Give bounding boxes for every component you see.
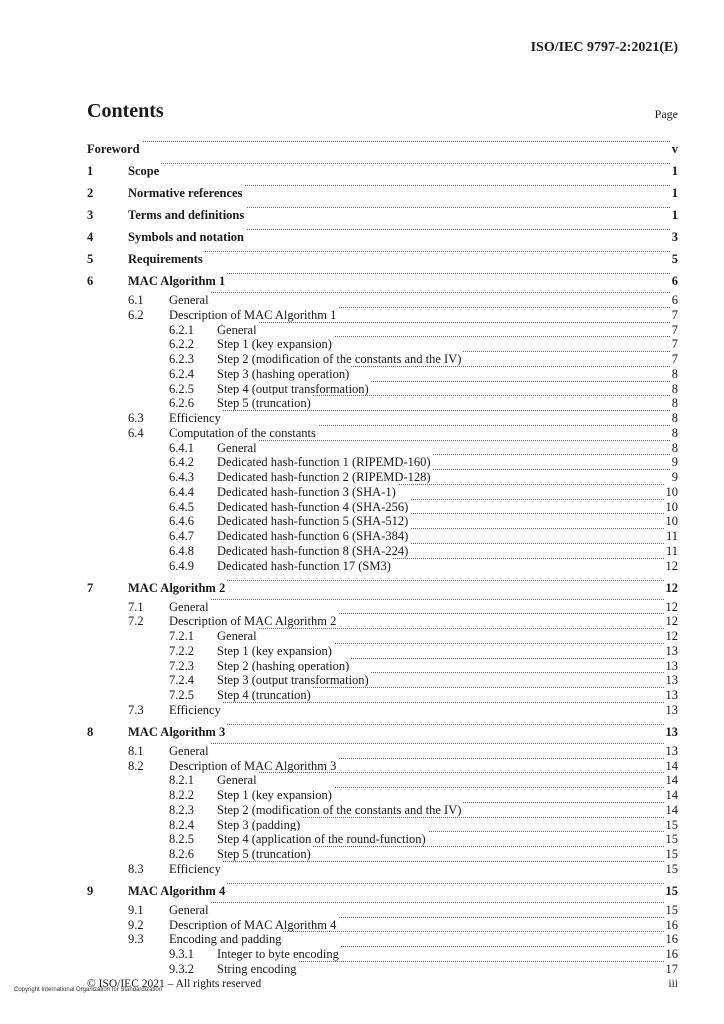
toc-entry-title: Efficiency xyxy=(169,861,221,876)
toc-leader-dots xyxy=(169,861,672,862)
toc-entry-number: 7.2.5 xyxy=(169,688,194,702)
toc-entry-page: 10 xyxy=(665,514,678,529)
toc-entry-page: 12 xyxy=(665,614,678,629)
toc-entry-page: 15 xyxy=(665,883,678,898)
toc-entry-number: 6.3 xyxy=(128,411,144,425)
toc-entry-title: Step 3 (hashing operation) xyxy=(217,366,350,381)
toc-entry-title: Integer to byte encoding xyxy=(217,947,339,961)
toc-entry-page: 1 xyxy=(671,186,678,200)
toc-entry-title: Step 4 (application of the round-function) xyxy=(217,832,426,847)
toc-entry-page: 8 xyxy=(671,440,678,455)
toc-entry[interactable] xyxy=(0,902,724,918)
toc-entry-title: Foreword xyxy=(87,142,140,156)
toc-entry-page: 8 xyxy=(671,411,678,425)
toc-entry-title: Step 4 (output transformation) xyxy=(217,381,369,396)
toc-entry-title: Scope xyxy=(128,164,160,178)
toc-entry-number: 6.1 xyxy=(128,293,144,307)
toc-entry[interactable] xyxy=(0,499,724,515)
toc-entry[interactable] xyxy=(0,410,724,426)
toc-entry-number: 8.1 xyxy=(128,743,144,758)
toc-entry-title: Step 1 (key expansion) xyxy=(217,643,332,658)
toc-entry-number: 6.4.3 xyxy=(169,470,194,484)
toc-entry-page: 14 xyxy=(665,773,678,788)
toc-entry-number: 8.2.2 xyxy=(169,788,194,802)
toc-entry[interactable] xyxy=(0,322,724,338)
toc-entry-number: 7 xyxy=(87,580,94,595)
toc-entry-number: 6.4.8 xyxy=(169,543,194,558)
toc-leader-dots xyxy=(169,702,672,703)
licence-watermark-text: Copyright International Organization for Standardization xyxy=(14,987,163,993)
toc-entry[interactable] xyxy=(0,484,724,500)
toc-entry-number: 9.3 xyxy=(128,932,144,947)
toc-entry-title: Dedicated hash-function 6 (SHA-384) xyxy=(217,529,409,543)
toc-entry-number: 6.4.1 xyxy=(169,440,194,455)
toc-entry-title: Step 1 (key expansion) xyxy=(217,337,332,352)
toc-entry-number: 6.2.4 xyxy=(169,366,194,381)
toc-entry-page: 15 xyxy=(665,832,678,847)
toc-entry-title: Efficiency xyxy=(169,702,221,717)
toc-leader-dots xyxy=(217,628,672,629)
toc-entry-page: 13 xyxy=(665,724,678,739)
toc-leader-dots xyxy=(169,902,672,903)
toc-entry-title: General xyxy=(169,599,209,614)
toc-leader-dots xyxy=(217,322,672,323)
toc-leader-dots xyxy=(87,141,672,142)
toc-entry-title: MAC Algorithm 4 xyxy=(128,883,226,898)
toc-entry[interactable] xyxy=(0,336,724,352)
toc-entry-title: Step 2 (modification of the constants and the IV) xyxy=(217,352,462,366)
toc-entry-number: 3 xyxy=(87,208,94,222)
toc-entry[interactable] xyxy=(0,543,724,559)
toc-entry[interactable] xyxy=(0,961,724,977)
toc-entry-page: 14 xyxy=(665,802,678,817)
toc-entry[interactable] xyxy=(0,440,724,456)
toc-entry-title: Description of MAC Algorithm 1 xyxy=(169,307,337,322)
toc-entry-number: 7.2.4 xyxy=(169,673,194,688)
toc-entry[interactable] xyxy=(0,366,724,382)
toc-entry-title: Requirements xyxy=(128,252,203,266)
toc-entry-page: 9 xyxy=(671,455,678,470)
toc-entry-title: Step 5 (truncation) xyxy=(217,396,311,411)
toc-entry[interactable] xyxy=(0,351,724,367)
toc-entry[interactable] xyxy=(0,528,724,544)
toc-entry-page: 1 xyxy=(671,164,678,178)
footer-page-number: iii xyxy=(668,978,678,990)
toc-entry[interactable] xyxy=(0,381,724,397)
toc-entry-title: Normative references xyxy=(128,186,243,200)
toc-entry-title: Computation of the constants xyxy=(169,425,316,440)
toc-entry-page: 9 xyxy=(671,470,678,484)
toc-entry-title: String encoding xyxy=(217,961,297,976)
toc-entry-page: 10 xyxy=(665,484,678,499)
toc-entry[interactable] xyxy=(0,229,724,245)
toc-entry-title: Description of MAC Algorithm 4 xyxy=(169,917,337,932)
toc-entry-title: Dedicated hash-function 1 (RIPEMD-160) xyxy=(217,455,431,470)
toc-entry[interactable] xyxy=(0,599,724,615)
toc-entry-page: 12 xyxy=(665,599,678,614)
toc-entry-number: 6.2.3 xyxy=(169,352,194,366)
toc-entry[interactable] xyxy=(0,743,724,759)
toc-entry-page: 13 xyxy=(665,702,678,717)
document-id: ISO/IEC 9797-2:2021(E) xyxy=(530,40,678,55)
toc-entry-title: Step 1 (key expansion) xyxy=(217,788,332,802)
toc-leader-dots xyxy=(217,440,672,441)
toc-entry-title: General xyxy=(169,743,209,758)
toc-entry-number: 8 xyxy=(87,724,94,739)
toc-entry-page: 16 xyxy=(665,947,678,961)
toc-entry-page: 11 xyxy=(665,543,678,558)
toc-entry-title: Description of MAC Algorithm 3 xyxy=(169,758,337,773)
toc-entry[interactable] xyxy=(0,628,724,644)
toc-entry-title: Dedicated hash-function 4 (SHA-256) xyxy=(217,499,409,514)
footer-copyright: © ISO/IEC 2021 – All rights reserved xyxy=(87,978,262,990)
toc-entry-page: 11 xyxy=(665,529,678,543)
toc-entry-page: 15 xyxy=(665,847,678,861)
toc-entry-title: Encoding and padding xyxy=(169,932,282,947)
toc-entry[interactable] xyxy=(0,185,724,201)
toc-leader-dots xyxy=(169,410,672,411)
toc-entry[interactable] xyxy=(0,207,724,223)
toc-entry[interactable] xyxy=(0,672,724,688)
toc-entry[interactable] xyxy=(0,643,724,659)
toc-entry-page: 13 xyxy=(665,743,678,758)
toc-entry-title: Symbols and notation xyxy=(128,230,245,244)
toc-entry-page: 8 xyxy=(671,381,678,396)
toc-leader-dots xyxy=(128,163,672,164)
toc-entry-page: 17 xyxy=(665,961,678,976)
toc-entry[interactable] xyxy=(0,141,724,157)
toc-entry-page: 7 xyxy=(671,322,678,337)
toc-entry-title: General xyxy=(169,902,209,917)
toc-entry-number: 8.2 xyxy=(128,758,144,773)
toc-entry[interactable] xyxy=(0,931,724,947)
toc-entry[interactable] xyxy=(0,469,724,485)
toc-entry[interactable] xyxy=(0,658,724,674)
toc-entry-number: 9.2 xyxy=(128,917,144,932)
toc-entry-title: Step 4 (truncation) xyxy=(217,688,311,702)
toc-entry[interactable] xyxy=(0,861,724,877)
toc-entry-page: 8 xyxy=(671,425,678,440)
toc-entry-number: 6.4.2 xyxy=(169,455,194,470)
toc-entry-number: 6.4.5 xyxy=(169,499,194,514)
toc-entry-title: Step 3 (output transformation) xyxy=(217,673,369,688)
toc-entry-number: 7.2.3 xyxy=(169,658,194,673)
toc-entry-page: 12 xyxy=(665,558,678,573)
toc-entry-number: 8.2.3 xyxy=(169,802,194,817)
toc-entry-page: 7 xyxy=(671,337,678,352)
toc-entry-number: 5 xyxy=(87,252,94,266)
toc-entry-page: 15 xyxy=(665,861,678,876)
toc-entry-number: 7.2 xyxy=(128,614,144,629)
toc-entry-page: 16 xyxy=(665,932,678,947)
toc-entry-page: 6 xyxy=(671,293,678,307)
toc-entry-title: General xyxy=(169,293,209,307)
toc-entry-title: Step 2 (modification of the constants and the IV) xyxy=(217,802,462,817)
toc-entry-page: 10 xyxy=(665,499,678,514)
toc-entry[interactable] xyxy=(0,580,724,596)
toc-entry[interactable] xyxy=(0,292,724,308)
toc-entry-number: 9.3.2 xyxy=(169,961,194,976)
toc-entry-page: 6 xyxy=(671,274,678,288)
toc-entry[interactable] xyxy=(0,917,724,933)
toc-entry-number: 4 xyxy=(87,230,94,244)
toc-entry-number: 6.2.6 xyxy=(169,396,194,411)
toc-entry-page: 8 xyxy=(671,366,678,381)
toc-entry-number: 8.3 xyxy=(128,861,144,876)
toc-entry[interactable] xyxy=(0,946,724,962)
toc-entry-number: 9.3.1 xyxy=(169,947,194,961)
toc-entry-number: 8.2.6 xyxy=(169,847,194,861)
toc-entry-page: 14 xyxy=(665,788,678,802)
toc-leader-dots xyxy=(217,772,672,773)
toc-entry-number: 6.2.1 xyxy=(169,322,194,337)
page-column-label: Page xyxy=(654,107,678,121)
toc-entry[interactable] xyxy=(0,513,724,529)
toc-entry-number: 6.4.7 xyxy=(169,529,194,543)
toc-entry-number: 6 xyxy=(87,274,94,288)
toc-entry-page: 12 xyxy=(665,629,678,643)
toc-entry[interactable] xyxy=(0,307,724,323)
toc-entry-page: 8 xyxy=(671,396,678,411)
toc-leader-dots xyxy=(128,251,672,252)
toc-entry-number: 7.1 xyxy=(128,599,144,614)
toc-leader-dots xyxy=(169,599,672,600)
toc-entry-title: Description of MAC Algorithm 2 xyxy=(169,614,337,629)
toc-entry[interactable] xyxy=(0,802,724,818)
toc-entry[interactable] xyxy=(0,454,724,470)
toc-entry-title: Dedicated hash-function 17 (SM3) xyxy=(217,558,391,573)
toc-entry[interactable] xyxy=(0,787,724,803)
toc-entry-number: 1 xyxy=(87,164,94,178)
toc-entry-page: 12 xyxy=(665,580,678,595)
toc-entry[interactable] xyxy=(0,273,724,289)
toc-entry-page: 7 xyxy=(671,352,678,366)
toc-entry-number: 6.2.2 xyxy=(169,337,194,352)
toc-entry-page: 5 xyxy=(671,252,678,266)
toc-entry-title: Terms and definitions xyxy=(128,208,245,222)
toc-entry[interactable] xyxy=(0,702,724,718)
toc-entry-title: Step 2 (hashing operation) xyxy=(217,658,350,673)
toc-entry[interactable] xyxy=(0,758,724,774)
toc-entry-title: General xyxy=(217,440,257,455)
toc-entry-number: 2 xyxy=(87,186,94,200)
toc-entry[interactable] xyxy=(0,772,724,788)
toc-entry[interactable] xyxy=(0,558,724,574)
toc-entry-title: Dedicated hash-function 3 (SHA-1) xyxy=(217,484,396,499)
toc-entry[interactable] xyxy=(0,613,724,629)
toc-entry-title: General xyxy=(217,773,257,788)
toc-entry-page: 1 xyxy=(671,208,678,222)
toc-entry-number: 9 xyxy=(87,883,94,898)
toc-entry-page: 16 xyxy=(665,917,678,932)
toc-leader-dots xyxy=(169,743,672,744)
toc-entry-page: 13 xyxy=(665,658,678,673)
toc-entry-page: 13 xyxy=(665,643,678,658)
toc-entry-title: Step 5 (truncation) xyxy=(217,847,311,861)
toc-entry-title: Step 3 (padding) xyxy=(217,817,301,832)
toc-entry-page: v xyxy=(671,142,678,156)
toc-entry-number: 7.3 xyxy=(128,702,144,717)
toc-entry-title: General xyxy=(217,629,257,643)
toc-entry-number: 6.4.4 xyxy=(169,484,194,499)
toc-entry-number: 7.2.2 xyxy=(169,643,194,658)
toc-entry[interactable] xyxy=(0,163,724,179)
toc-entry-number: 6.4 xyxy=(128,425,144,440)
toc-entry-number: 6.4.6 xyxy=(169,514,194,529)
toc-entry-title: General xyxy=(217,322,257,337)
toc-entry-number: 6.2 xyxy=(128,307,144,322)
toc-entry[interactable] xyxy=(0,846,724,862)
toc-entry-number: 6.2.5 xyxy=(169,381,194,396)
toc-entry-title: MAC Algorithm 3 xyxy=(128,724,226,739)
contents-title: Contents xyxy=(87,100,164,122)
toc-entry-title: Dedicated hash-function 5 (SHA-512) xyxy=(217,514,409,529)
toc-leader-dots xyxy=(169,292,672,293)
toc-entry-title: Dedicated hash-function 8 (SHA-224) xyxy=(217,543,409,558)
toc-entry-number: 8.2.5 xyxy=(169,832,194,847)
toc-entry[interactable] xyxy=(0,724,724,740)
toc-entry[interactable] xyxy=(0,395,724,411)
toc-entry[interactable] xyxy=(0,817,724,833)
toc-entry[interactable] xyxy=(0,425,724,441)
toc-entry-page: 14 xyxy=(665,758,678,773)
toc-entry[interactable] xyxy=(0,831,724,847)
toc-entry-title: Dedicated hash-function 2 (RIPEMD-128) xyxy=(217,470,431,484)
toc-entry-title: MAC Algorithm 2 xyxy=(128,580,226,595)
toc-entry-page: 13 xyxy=(665,688,678,702)
toc-entry-page: 7 xyxy=(671,307,678,322)
toc-entry-number: 7.2.1 xyxy=(169,629,194,643)
toc-entry-number: 8.2.4 xyxy=(169,817,194,832)
toc-entry-page: 15 xyxy=(665,902,678,917)
toc-entry[interactable] xyxy=(0,251,724,267)
toc-entry-title: Efficiency xyxy=(169,411,221,425)
toc-entry-number: 8.2.1 xyxy=(169,773,194,788)
toc-entry-title: MAC Algorithm 1 xyxy=(128,274,226,288)
toc-entry-page: 15 xyxy=(665,817,678,832)
toc-entry-number: 6.4.9 xyxy=(169,558,194,573)
toc-entry-number: 9.1 xyxy=(128,902,144,917)
toc-entry[interactable] xyxy=(0,883,724,899)
toc-entry[interactable] xyxy=(0,687,724,703)
toc-entry-page: 13 xyxy=(665,673,678,688)
toc-entry-page: 3 xyxy=(671,230,678,244)
